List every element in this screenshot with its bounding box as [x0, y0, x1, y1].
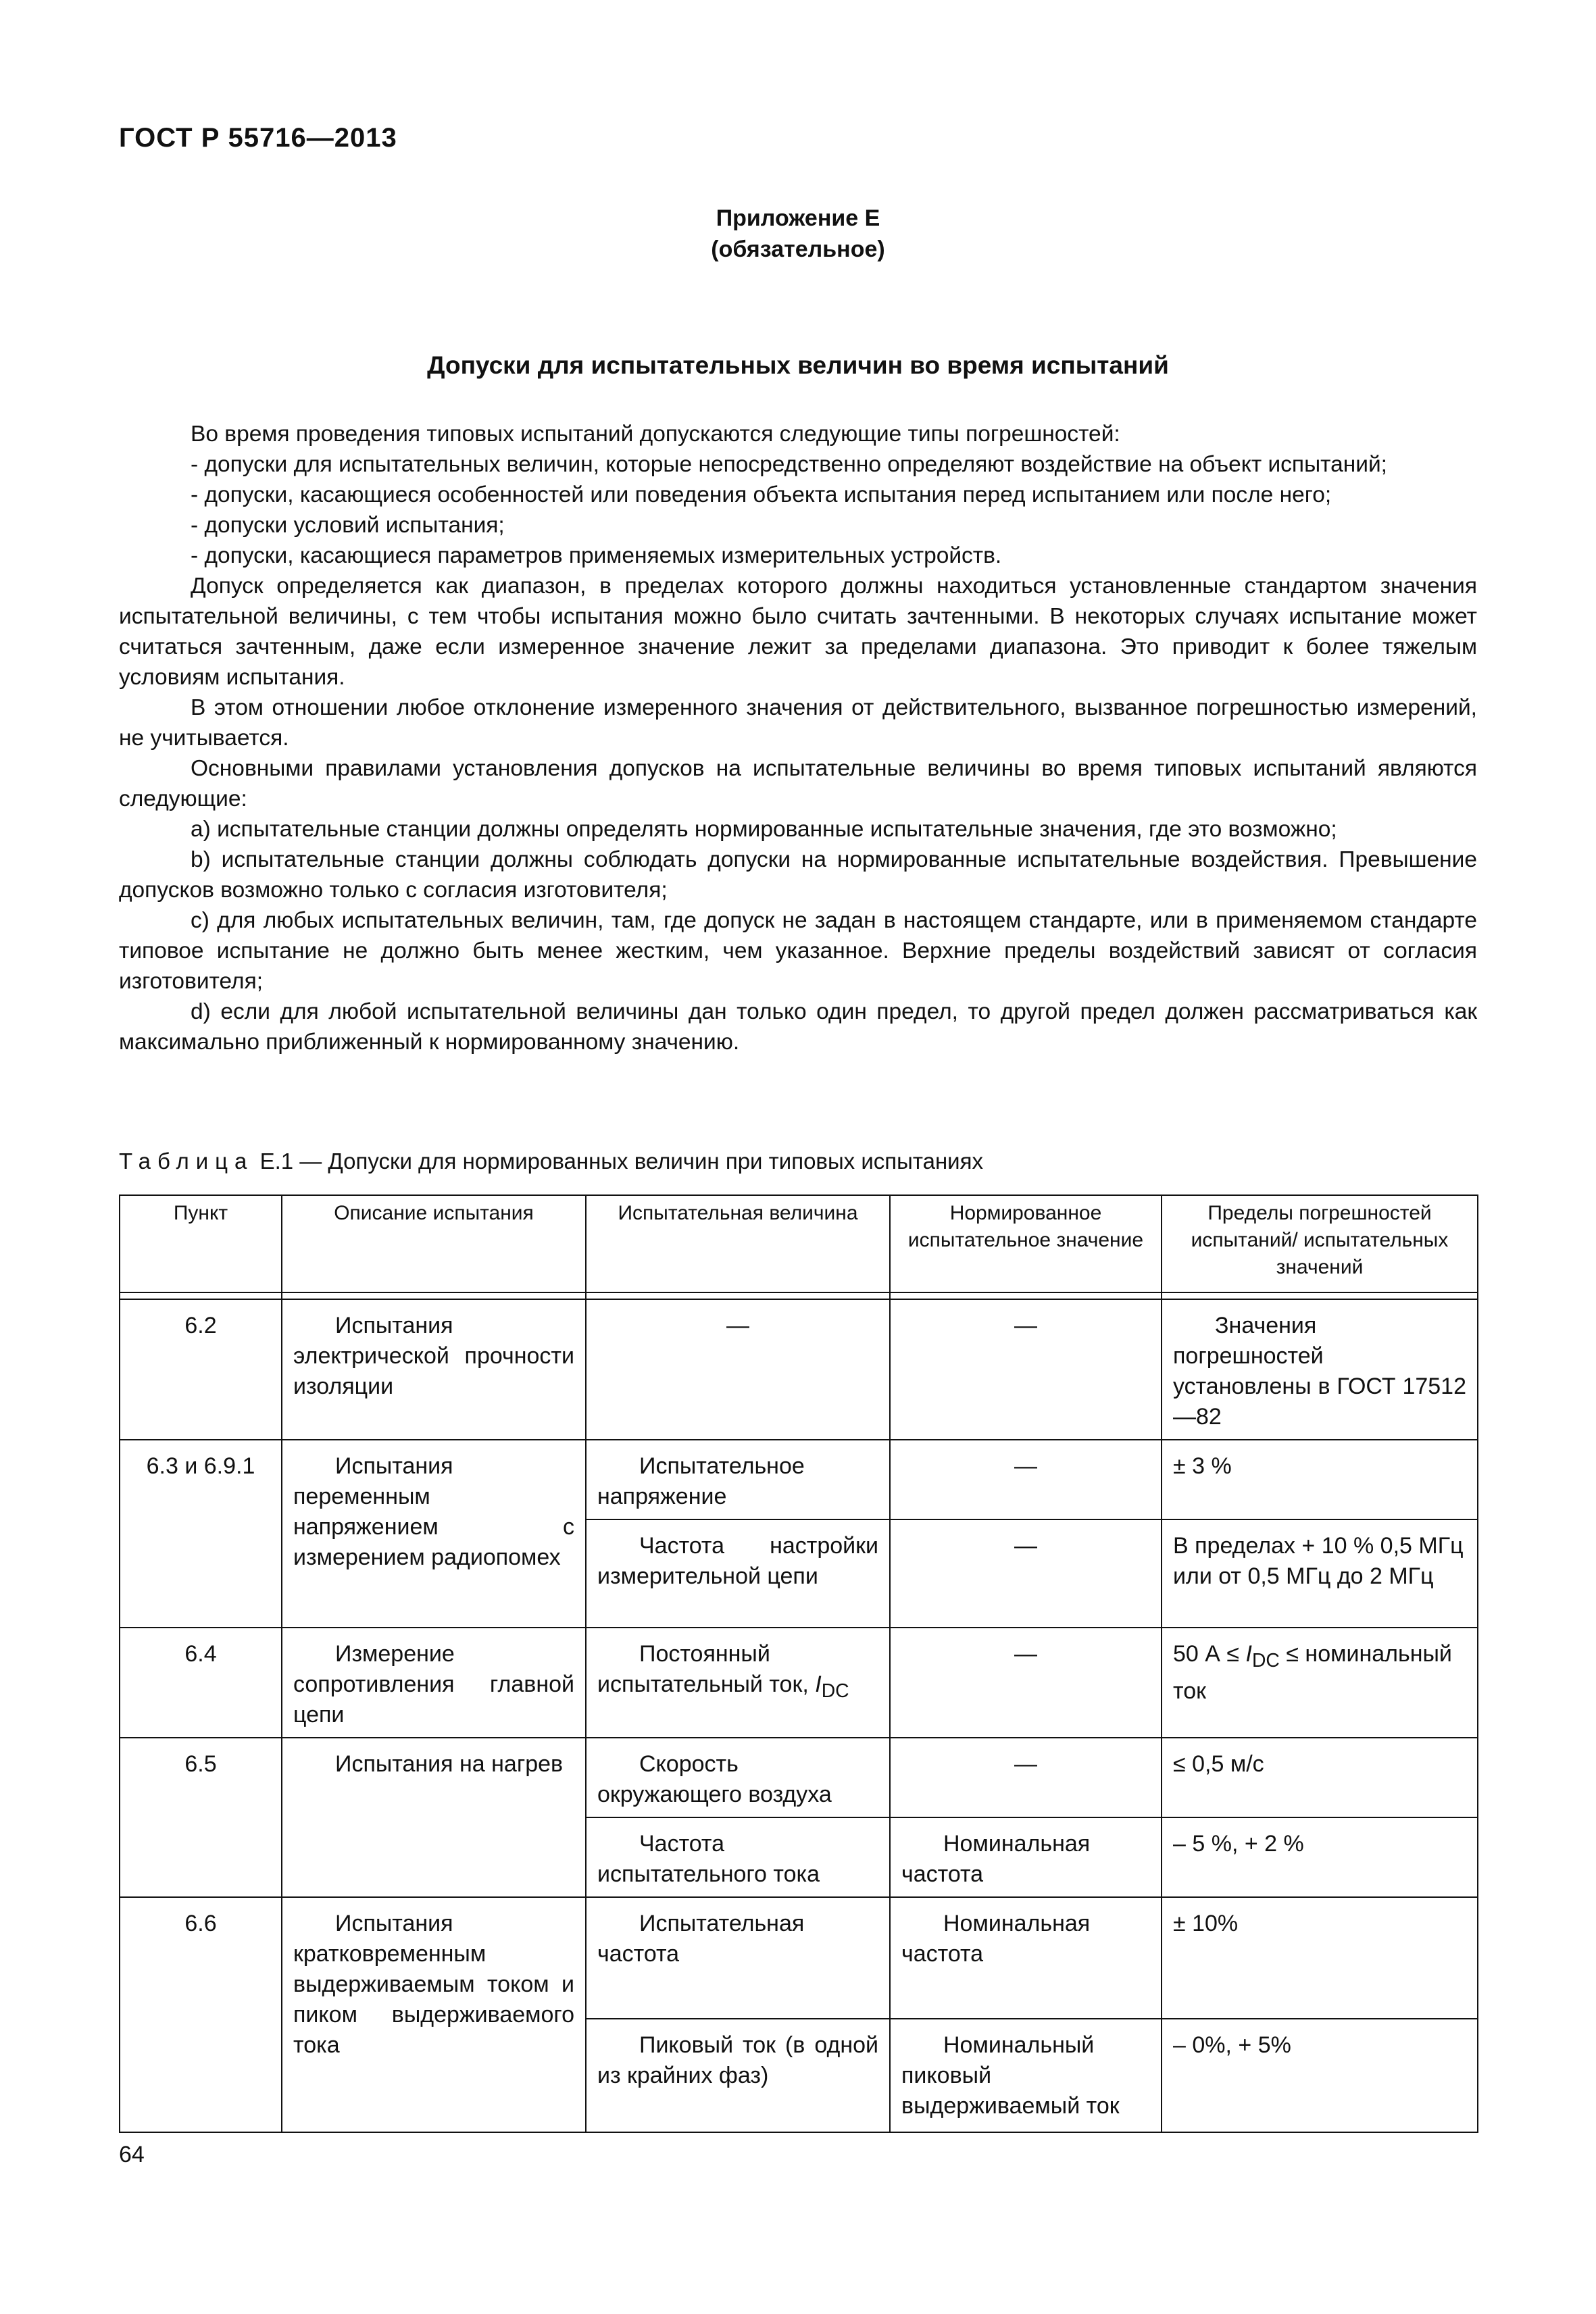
paragraph: a) испытательные станции должны определять нормированные испытательные значения, где это возможно;: [191, 817, 1337, 842]
cell-test-quantity: Скорость окружающего воздуха: [586, 1738, 890, 1817]
cell-description: Испытания кратковременным выдерживаемым током и пиком выдерживаемого тока: [282, 1897, 586, 2132]
paragraph: - допуски для испытательных величин, которые непосредственно определяют воздействие на объект испытаний;: [191, 452, 1387, 477]
paragraph: - допуски, касающиеся особенностей или поведения объекта испытания перед испытанием или после него;: [191, 482, 1332, 507]
table-header-row: [120, 1195, 1478, 1292]
paragraph: Основными правилами установления допусков на испытательные величины во время типовых испытаний являются следующие:: [119, 756, 1477, 811]
cell-rated-value: —: [890, 1519, 1162, 1628]
header-tolerance-limits: Пределы погрешностей испытаний/ испытательных значений: [1162, 1195, 1478, 1292]
cell-test-quantity: Испытательная частота: [586, 1897, 890, 2019]
cell-test-quantity: Частота испытательного тока: [586, 1817, 890, 1897]
table-row: [120, 1738, 1478, 1817]
current-subscript: DC: [1251, 1649, 1280, 1671]
cell-description: Испытания электрической прочности изоляции: [282, 1299, 586, 1440]
cell-tolerance: Значения погрешностей установлены в ГОСТ 17512—82: [1162, 1299, 1478, 1440]
cell-tolerance: ± 3 %: [1162, 1440, 1478, 1519]
table-caption-text: Е.1 — Допуски для нормированных величин при типовых испытаниях: [259, 1149, 983, 1174]
header-description: Описание испытания: [282, 1195, 586, 1292]
appendix-title: Приложение Е: [716, 205, 880, 231]
header-punkt: Пункт: [120, 1195, 282, 1292]
table-caption-word: Таблица: [119, 1149, 254, 1174]
current-subscript: DC: [821, 1680, 849, 1702]
header-rated-value: Нормированное испытательное значение: [890, 1195, 1162, 1292]
body-text: [119, 419, 1477, 1057]
cell-tolerance: ≤ 0,5 м/с: [1162, 1738, 1478, 1817]
paragraph: c) для любых испытательных величин, там, где допуск не задан в настоящем стандарте, или в применяемом стандарте типовое испытание не должно быть менее жестким, чем указанное. Верхние пределы воздействий зависят от согласия изготовителя;: [119, 908, 1477, 994]
cell-tolerance: – 0%, + 5%: [1162, 2019, 1478, 2132]
standard-header: ГОСТ Р 55716—2013: [119, 123, 397, 153]
cell-punkt: 6.3 и 6.9.1: [120, 1440, 282, 1628]
section-heading: Допуски для испытательных величин во время испытаний: [427, 351, 1169, 379]
paragraph: b) испытательные станции должны соблюдать допуски на нормированные испытательные воздействия. Превышение допусков возможно только с согласия изготовителя;: [119, 847, 1477, 903]
paragraph: d) если для любой испытательной величины дан только один предел, то другой предел должен рассматриваться как максимально приближенный к нормированному значению.: [119, 999, 1477, 1055]
cell-test-quantity: —: [586, 1299, 890, 1440]
paragraph: В этом отношении любое отклонение измеренного значения от действительного, вызванное погрешностью измерений, не учитывается.: [119, 695, 1477, 751]
paragraph: - допуски условий испытания;: [191, 513, 505, 538]
cell-rated-value: Номинальная частота: [890, 1897, 1162, 2019]
cell-rated-value: —: [890, 1628, 1162, 1738]
cell-tolerance: – 5 %, + 2 %: [1162, 1817, 1478, 1897]
cell-punkt: 6.2: [120, 1299, 282, 1440]
cell-rated-value: Номинальная частота: [890, 1817, 1162, 1897]
limit-suffix: ≤ номинальный ток: [1173, 1641, 1452, 1704]
cell-description: Испытания переменным напряжением с измерением радиопомех: [282, 1440, 586, 1628]
paragraph: Во время проведения типовых испытаний допускаются следующие типы погрешностей:: [191, 422, 1120, 447]
tolerance-table: [119, 1194, 1478, 2133]
cell-rated-value: Номинальный пиковый выдерживаемый ток: [890, 2019, 1162, 2132]
test-current-label: Постоянный испытательный ток,: [597, 1641, 816, 1697]
cell-test-quantity: Пиковый ток (в одной из крайних фаз): [586, 2019, 890, 2132]
appendix-block: [0, 203, 1596, 265]
paragraph: - допуски, касающиеся параметров применяемых измерительных устройств.: [191, 543, 1002, 568]
paragraph: Допуск определяется как диапазон, в пределах которого должны находиться установленные стандартом значения испытательной величины, с тем чтобы испытания можно было считать зачтенными. В некоторых случаях испытание может считаться зачтенным, даже если измеренное значение лежит за пределами диапазона. Это приводит к более тяжелым условиям испытания.: [119, 574, 1477, 690]
table-row: [120, 1897, 1478, 2019]
current-symbol: I: [815, 1671, 822, 1697]
limit-prefix: 50 А ≤: [1173, 1641, 1246, 1667]
cell-tolerance: В пределах + 10 % 0,5 МГц или от 0,5 МГц до 2 МГц: [1162, 1519, 1478, 1628]
cell-test-quantity: Частота настройки измерительной цепи: [586, 1519, 890, 1628]
current-symbol: I: [1245, 1641, 1252, 1667]
cell-rated-value: —: [890, 1440, 1162, 1519]
table-row: [120, 1299, 1478, 1440]
appendix-status: (обязательное): [711, 236, 885, 262]
cell-tolerance: ± 10%: [1162, 1897, 1478, 2019]
cell-punkt: 6.6: [120, 1897, 282, 2132]
table-caption: [119, 1149, 983, 1174]
cell-tolerance: [1162, 1628, 1478, 1738]
cell-description: Испытания на нагрев: [282, 1738, 586, 1897]
cell-description: Измерение сопротивления главной цепи: [282, 1628, 586, 1738]
cell-test-quantity: [586, 1628, 890, 1738]
cell-rated-value: —: [890, 1738, 1162, 1817]
table-row: [120, 1440, 1478, 1519]
cell-rated-value: —: [890, 1299, 1162, 1440]
table-row: [120, 1628, 1478, 1738]
page-number: 64: [119, 2142, 145, 2167]
header-separator: [120, 1292, 1478, 1299]
cell-test-quantity: Испытательное напряжение: [586, 1440, 890, 1519]
header-test-quantity: Испытательная величина: [586, 1195, 890, 1292]
cell-punkt: 6.4: [120, 1628, 282, 1738]
cell-punkt: 6.5: [120, 1738, 282, 1897]
